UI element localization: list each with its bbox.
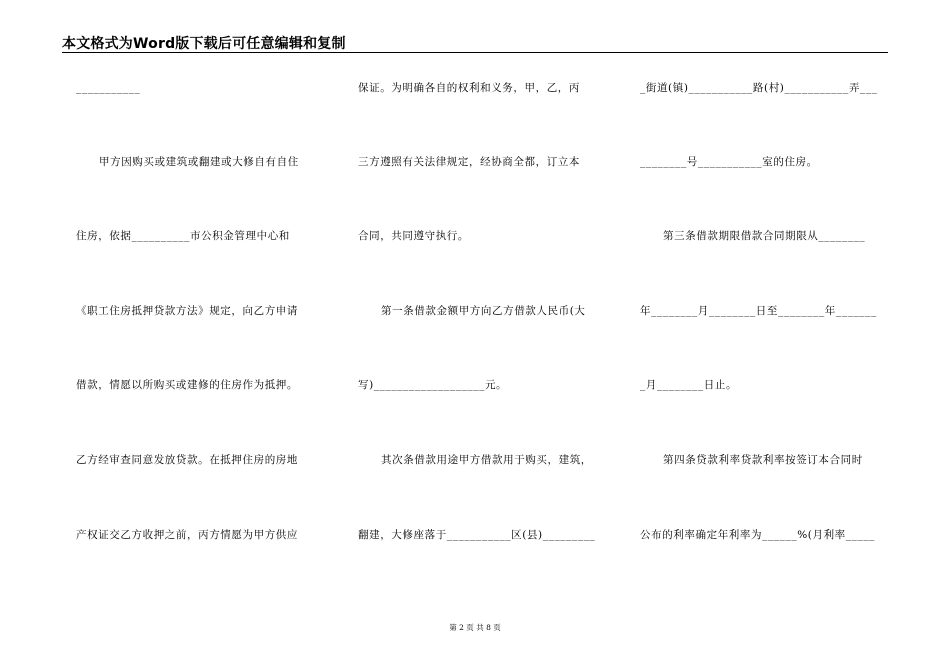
text-line: 公布的利率确定年利率为______%(月利率_____ xyxy=(640,529,876,541)
text-line: 第一条借款金额甲方向乙方借款人民币(大 xyxy=(381,305,586,317)
header-divider xyxy=(62,52,888,53)
text-line: _月________日止。 xyxy=(640,379,738,391)
document-header-title: 本文格式为Word版下载后可任意编辑和复制 xyxy=(62,36,346,52)
text-line: 《职工住房抵押贷款方法》规定，向乙方申请 xyxy=(76,305,298,317)
text-line: ___________ xyxy=(76,82,141,94)
text-line: 三方遵照有关法律规定，经协商全都，订立本 xyxy=(358,156,580,168)
text-line: 第四条贷款利率贷款利率按签订本合同时 xyxy=(663,454,863,466)
text-line: 借款，情愿以所购买或建修的住房作为抵押。 xyxy=(76,379,298,391)
text-line: 住房，依据__________市公积金管理中心和 xyxy=(76,230,290,242)
text-line: _街道(镇)___________路(村)___________弄___ xyxy=(640,82,878,94)
text-line: 写)___________________元。 xyxy=(358,379,508,391)
text-line: ________号___________室的住房。 xyxy=(640,156,818,168)
text-line: 其次条借款用途甲方借款用于购买，建筑， xyxy=(381,454,592,466)
text-line: 第三条借款期限借款合同期限从________ xyxy=(663,230,866,242)
page-number: 第 2 页 共 8 页 xyxy=(449,623,501,632)
text-line: 甲方因购买或建筑或翻建或大修自有自住 xyxy=(99,156,299,168)
text-line: 保证。为明确各自的权利和义务，甲，乙，丙 xyxy=(358,82,580,94)
text-line: 年________月________日至________年_______ xyxy=(640,305,877,317)
text-line: 乙方经审查同意发放贷款。在抵押住房的房地 xyxy=(76,454,298,466)
text-line: 产权证交乙方收押之前，丙方情愿为甲方供应 xyxy=(76,529,298,541)
text-line: 合同，共同遵守执行。 xyxy=(358,230,469,242)
text-line: 翻建，大修座落于___________区(县)_________ xyxy=(358,529,596,541)
